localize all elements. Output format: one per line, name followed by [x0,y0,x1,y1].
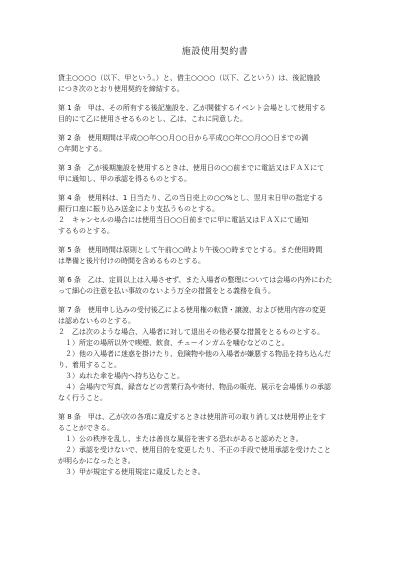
article-8 [58,412,372,478]
article-1 [58,103,372,125]
article-line: 第 6 条 乙は、定員以上は入場させず、また入場者の整理については会場の内外にわた [58,276,333,284]
article-line: ２）他の入場者に迷惑を掛けたり、危険物や他の入場者が嫌悪する物品を持ち込んだ [58,350,331,358]
article-line: 銀行口座に振り込み送金により支払うものとする。 [58,205,219,213]
article-line: って細心の注意を払い事故のないよう万全の措置をとる義務を負う。 [58,287,275,295]
article-2 [58,133,372,155]
article-line: 第 8 条 甲は、乙が次の各項に違反するときは使用許可の取り消し又は使用停止をす [58,413,326,421]
article-line: 第 7 条 使用申し込みの受付後乙による使用権の転貸・譲渡、および使用内容の変更 [58,306,326,314]
article-line: 目的にて乙に使用させるものとし、乙は、これに同意した。 [58,115,247,123]
article-line: 甲に通知し、甲の承認を得るものとする。 [58,175,191,183]
article-line: 第 1 条 甲は、その所有する後記施設を、乙が開催するイベント会場として使用する [58,104,326,112]
article-6 [58,275,372,297]
article-line: ４）会場内で写真、録音などの営業行為や寄付、物品の販売、展示を会場係りの承認 [58,383,331,391]
article-line: １）所定の場所以外で喫煙、飲食、チューインガムを噛むなどのこと。 [58,339,289,347]
article-line: ２ キャンセルの場合には使用当日○○日前までに甲に電話又はＦＡＸにて通知 [58,216,309,224]
article-line: １）公の秩序を乱し、または善良な風俗を害する恐れがあると認めたとき。 [58,435,303,443]
article-line: 第 5 条 使用時間は原則として午前○○時より午後○○時までとする。また使用時間 [58,246,323,254]
article-line: ○年間とする。 [58,145,107,153]
article-7 [58,305,372,404]
article-line: 第 2 条 使用期間は平成○○年○○月○○日から平成○○年○○月○○日までの満 [58,134,309,142]
article-line: ２）承認を受けないで、使用目的を変更したり、不正の手段で使用承認を受けたこと [58,446,331,454]
article-line: するものとする。 [58,227,114,235]
article-line: 第 4 条 使用料は、1 日当たり、乙の当日売上の○○%とし、翌月末日甲の指定する [58,194,324,202]
article-line: ３）甲が規定する使用規定に違反したとき。 [58,468,205,476]
article-line: は認めないものとする。 [58,317,135,325]
article-line: ２ 乙は次のような場合、入場者に対して退出その他必要な措置をとるものとする。 [58,328,324,336]
article-line: ３）ぬれた傘を場内へ持ち込むこと。 [58,372,184,380]
article-line: なく行うこと。 [58,394,107,402]
preamble-line: 貸主○○○○（以下、甲という。）と、借主○○○○（以下、乙という）は、後記施設 [58,74,321,82]
preamble [58,73,372,95]
article-line: ることができる。 [58,424,114,432]
article-line: り、着用すること。 [58,361,121,369]
article-line: 第 3 条 乙が後期施設を使用するときは、使用日の○○前までに電話又はＦＡＸにて [58,164,325,172]
article-3 [58,163,372,185]
article-line: が明らかになったとき。 [58,457,135,465]
preamble-line: につき次のとおり使用契約を締結する。 [58,85,184,93]
article-5 [58,245,372,267]
article-line: は準備と後片付けの時間を含めるものとする。 [58,257,205,265]
document-title: 施設使用契約書 [181,47,249,57]
article-4 [58,193,372,237]
